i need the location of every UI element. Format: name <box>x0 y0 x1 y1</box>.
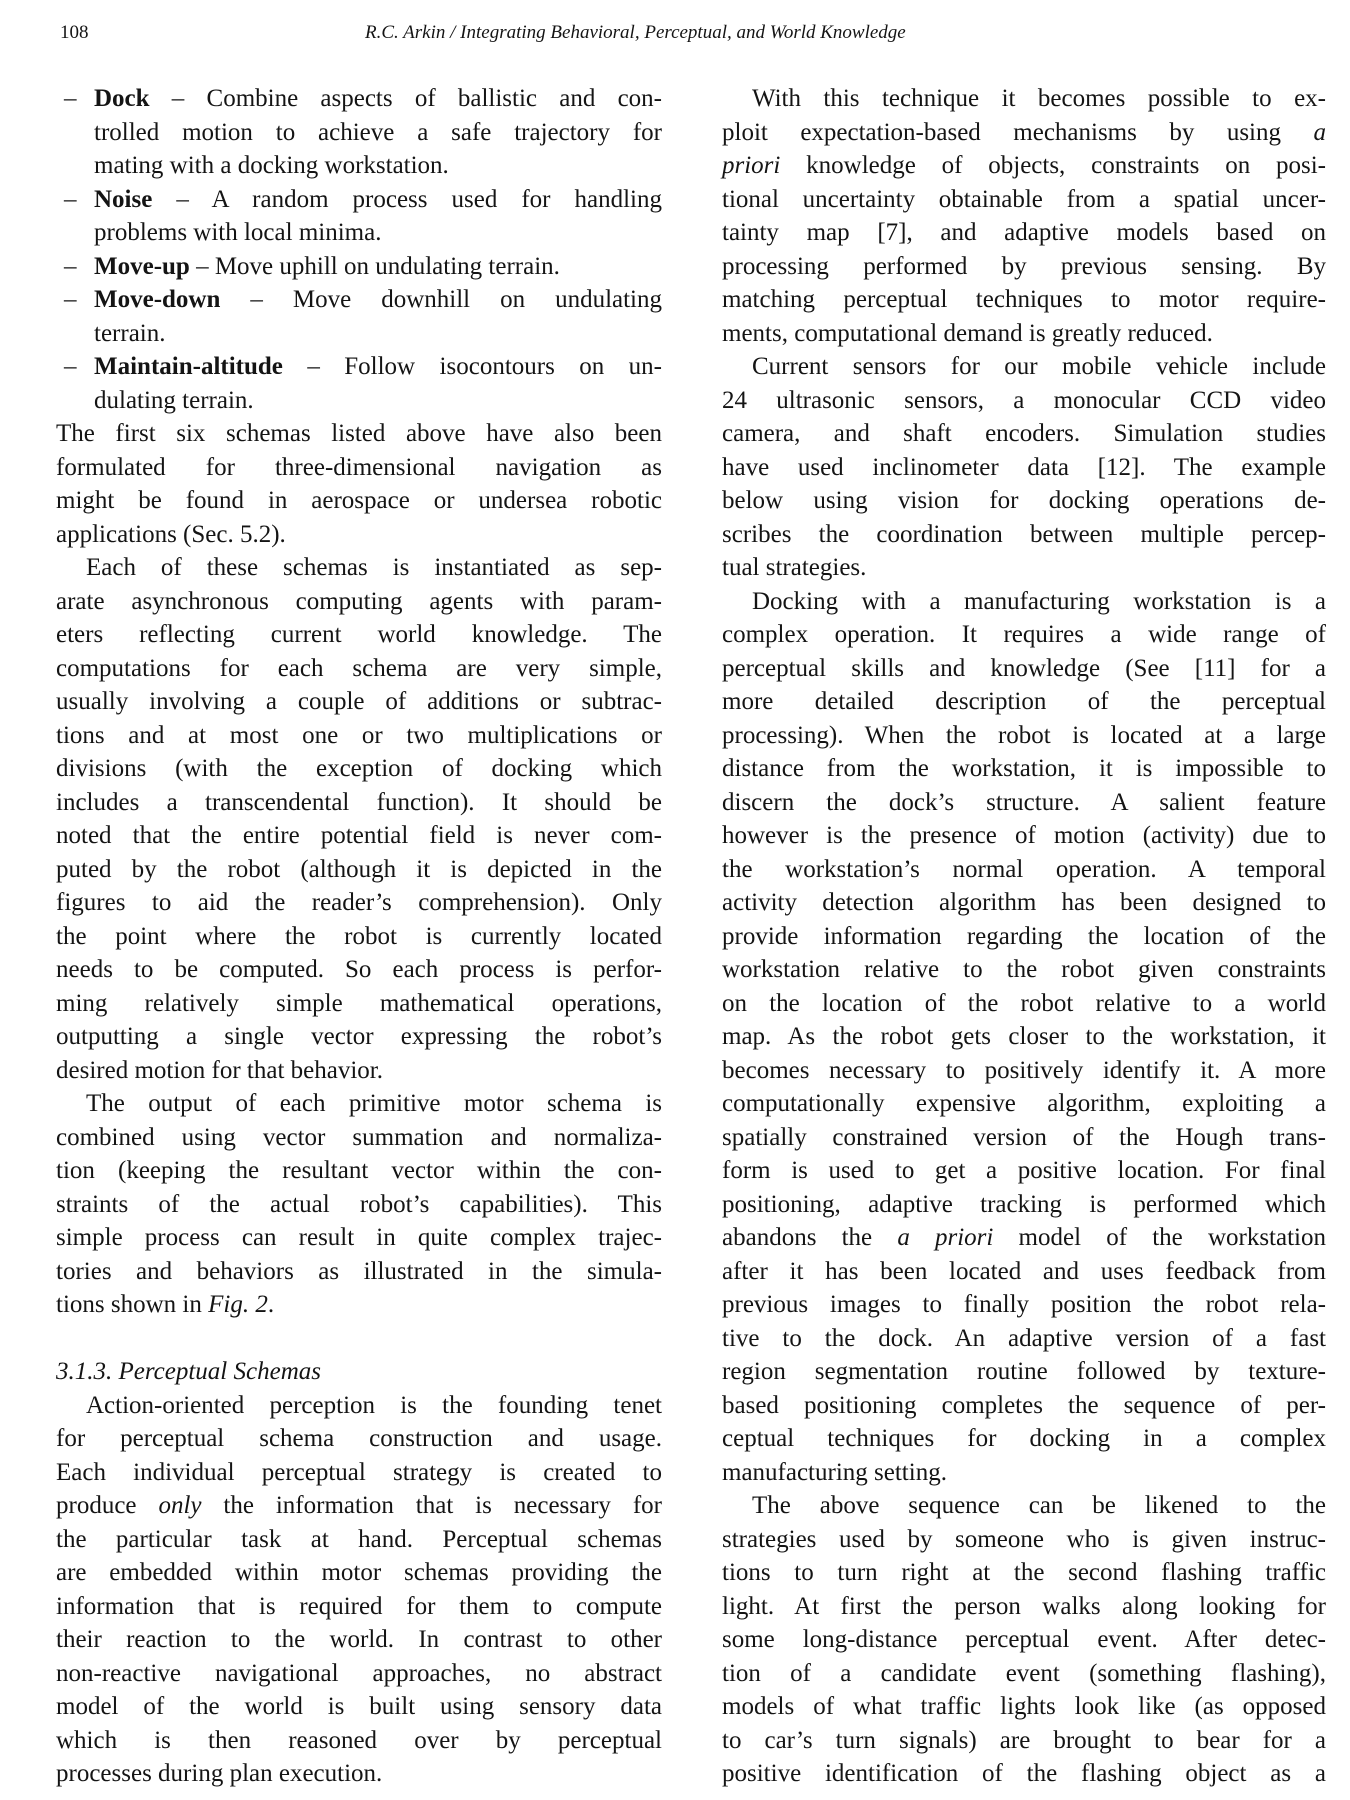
paragraph-line: tions and at most one or two multiplications or <box>56 721 662 749</box>
paragraph-line: tual strategies. <box>722 554 867 581</box>
paragraph-line: the point where the robot is currently located <box>56 922 662 950</box>
paragraph <box>56 1389 662 1490</box>
schema-list <box>56 82 662 417</box>
text-run: the information that is necessary for <box>201 1492 662 1519</box>
paragraph-line: arate asynchronous computing agents with param- <box>56 587 662 615</box>
paragraph-line: ments, computational demand is greatly reduced. <box>722 319 1213 347</box>
paragraph-line: strategies used by someone who is given instruc- <box>722 1525 1326 1553</box>
bullet-dash: – <box>64 85 77 112</box>
paragraph-line: positive identification of the flashing object as a <box>722 1760 1326 1787</box>
list-text: Combine aspects of ballistic and con- <box>206 85 662 112</box>
text-run: tions shown in <box>56 1291 209 1318</box>
paragraph-line: outputting a single vector expressing the robot’s <box>56 1023 662 1050</box>
text-run: . <box>267 1291 275 1318</box>
list-text-line: mating with a docking workstation. <box>94 152 449 179</box>
schema-term: Maintain-altitude <box>94 353 283 380</box>
paragraph-line: eters reflecting current world knowledge. The <box>56 621 662 648</box>
paragraph-line: ming relatively simple mathematical operations, <box>56 989 662 1017</box>
paragraph-line: region segmentation routine followed by texture- <box>722 1358 1326 1385</box>
list-item <box>56 283 662 317</box>
emphasis: a priori <box>897 1224 994 1251</box>
schema-term: Noise <box>94 185 153 213</box>
paragraph-line: based positioning completes the sequence of per- <box>722 1391 1326 1419</box>
paragraph-line: however is the presence of motion (activity) due to <box>722 822 1326 849</box>
paragraph-line: processing). When the robot is located at a large <box>722 721 1326 749</box>
emphasis: priori <box>722 152 781 179</box>
emphasis: only <box>158 1492 202 1519</box>
paragraph-line: non-reactive navigational approaches, no abstract <box>56 1659 662 1687</box>
paragraph-line: some long-distance perceptual event. After detec- <box>722 1626 1326 1653</box>
paragraph-line: includes a transcendental function). It should be <box>56 788 662 816</box>
list-text: Move downhill on undulating <box>292 286 662 313</box>
paragraph-line: noted that the entire potential field is never com- <box>56 822 662 849</box>
paragraph-line: the workstation’s normal operation. A temporal <box>722 855 1326 883</box>
paragraph-line: tions to turn right at the second flashing traffic <box>722 1559 1326 1586</box>
paragraph-line: on the location of the robot relative to a world <box>722 989 1326 1017</box>
paragraph-line: formulated for three-dimensional navigation as <box>56 453 662 481</box>
paragraph-line: Each individual perceptual strategy is created to <box>56 1458 662 1486</box>
term-separator: – <box>282 353 345 380</box>
paragraph-line: The first six schemas listed above have also been <box>56 420 662 447</box>
paragraph-line: light. At first the person walks along looking for <box>722 1592 1326 1620</box>
paragraph-line: Each of these schemas is instantiated as sep- <box>86 554 662 581</box>
emphasis: a <box>1313 118 1326 146</box>
paragraph-line: The output of each primitive motor schema is <box>86 1090 662 1117</box>
list-item <box>56 350 662 384</box>
paragraph-line: desired motion for that behavior. <box>56 1056 384 1084</box>
paragraph-line: Docking with a manufacturing workstation is a <box>752 587 1326 615</box>
schema-term: Move-down <box>94 286 221 313</box>
text-run: abandons the <box>722 1224 898 1251</box>
paragraph-line: below using vision for docking operations de- <box>722 487 1326 514</box>
paragraph-line: spatially constrained version of the Hough trans- <box>722 1123 1326 1151</box>
paragraph-line <box>56 1489 662 1523</box>
paragraph-line: complex operation. It requires a wide range of <box>722 621 1326 648</box>
page-number: 108 <box>60 22 89 43</box>
paragraph-line: Action-oriented perception is the founding tenet <box>86 1391 662 1419</box>
paragraph-line <box>56 1288 662 1322</box>
paragraph-line: simple process can result in quite complex trajec- <box>56 1224 662 1251</box>
section-heading: 3.1.3. Perceptual Schemas <box>56 1358 321 1385</box>
paragraph-line: becomes necessary to positively identify it. A more <box>722 1056 1326 1084</box>
paragraph-line: processing performed by previous sensing. By <box>722 252 1326 280</box>
list-text: Follow isocontours on un- <box>344 353 662 380</box>
bullet-dash: – <box>64 286 77 313</box>
text-run: produce <box>56 1492 159 1519</box>
right-column <box>722 82 1326 1791</box>
spacer <box>56 1322 662 1356</box>
paragraph <box>56 551 662 1087</box>
paragraph-line: computations for each schema are very simple, <box>56 654 662 682</box>
bullet-dash: – <box>64 252 77 280</box>
list-item <box>56 82 662 116</box>
paragraph <box>56 1523 662 1791</box>
paragraph-line: combined using vector summation and normaliza- <box>56 1123 662 1151</box>
paragraph-line: have used inclinometer data [12]. The example <box>722 453 1326 481</box>
paragraph-line: map. As the robot gets closer to the workstation, it <box>722 1023 1326 1050</box>
paragraph-line: scribes the coordination between multiple percep- <box>722 520 1326 548</box>
text-run: knowledge of objects, constraints on posi- <box>780 152 1326 179</box>
paragraph <box>722 585 1326 1222</box>
paragraph-line <box>722 1221 1326 1255</box>
paragraph-line: after it has been located and uses feedback from <box>722 1257 1326 1285</box>
list-text: Move uphill on undulating terrain. <box>214 252 560 280</box>
paragraph <box>722 350 1326 585</box>
paragraph-line: manufacturing setting. <box>722 1458 947 1486</box>
paragraph-line: tion (keeping the resultant vector within the con- <box>56 1157 662 1184</box>
paragraph-line: divisions (with the exception of docking which <box>56 755 662 782</box>
paragraph-line <box>722 116 1326 150</box>
paragraph-line: provide information regarding the location of the <box>722 922 1326 950</box>
list-text-line: problems with local minima. <box>94 219 382 246</box>
paragraph-line: The above sequence can be likened to the <box>752 1492 1326 1519</box>
paragraph-line: information that is required for them to compute <box>56 1592 662 1620</box>
list-item <box>56 250 662 284</box>
paragraph-line: form is used to get a positive location. For final <box>722 1157 1326 1184</box>
paragraph-line: tainty map [7], and adaptive models based on <box>722 219 1326 246</box>
bullet-dash: – <box>64 353 77 380</box>
list-text-line: dulating terrain. <box>94 386 254 414</box>
running-title: R.C. Arkin / Integrating Behavioral, Perceptual, and World Knowledge <box>365 22 906 43</box>
list-text: A random process used for handling <box>211 185 662 213</box>
schema-term: Move-up <box>94 252 190 280</box>
paragraph-line: tional uncertainty obtainable from a spatial uncer- <box>722 185 1326 213</box>
paragraph-line: for perceptual schema construction and usage. <box>56 1425 662 1452</box>
text-run: ploit expectation-based mechanisms by using <box>722 118 1314 146</box>
left-column <box>56 82 662 1791</box>
paragraph <box>56 417 662 551</box>
paragraph-line: tive to the dock. An adaptive version of a fast <box>722 1324 1326 1352</box>
bullet-dash: – <box>64 185 77 213</box>
paragraph-line: previous images to finally position the robot rela- <box>722 1291 1326 1318</box>
paragraph-line <box>722 149 1326 183</box>
paragraph <box>722 183 1326 351</box>
paragraph-line: applications (Sec. 5.2). <box>56 520 286 548</box>
term-separator: – <box>220 286 293 313</box>
paragraph-line: might be found in aerospace or undersea robotic <box>56 487 662 514</box>
paragraph-line: workstation relative to the robot given constraints <box>722 956 1326 983</box>
paragraph-line: straints of the actual robot’s capabilities). This <box>56 1190 662 1218</box>
paragraph-line: to car’s turn signals) are brought to bear for a <box>722 1726 1326 1754</box>
list-text-line: terrain. <box>94 319 166 347</box>
page-header <box>0 17 1350 47</box>
paragraph-line: their reaction to the world. In contrast to other <box>56 1626 662 1653</box>
paragraph-line: models of what traffic lights look like (as opposed <box>722 1693 1326 1720</box>
paragraph-line: the particular task at hand. Perceptual schemas <box>56 1525 662 1553</box>
schema-term: Dock <box>94 85 150 112</box>
paragraph-line: perceptual skills and knowledge (See [11] for a <box>722 654 1326 682</box>
paragraph <box>722 1489 1326 1791</box>
paragraph-line: which is then reasoned over by perceptual <box>56 1726 662 1754</box>
paragraph-line: usually involving a couple of additions or subtrac- <box>56 688 662 715</box>
figure-reference: Fig. 2 <box>208 1291 268 1318</box>
paragraph-line: discern the dock’s structure. A salient feature <box>722 788 1326 816</box>
list-text-line: trolled motion to achieve a safe trajectory for <box>94 118 662 146</box>
paragraph-line: positioning, adaptive tracking is performed which <box>722 1190 1326 1218</box>
paragraph-line: With this technique it becomes possible to ex- <box>752 85 1326 112</box>
paragraph-line: activity detection algorithm has been designed to <box>722 889 1326 916</box>
paragraph-line: tion of a candidate event (something flashing), <box>722 1659 1326 1687</box>
paragraph-line: needs to be computed. So each process is perfor- <box>56 956 662 983</box>
paragraph-line: processes during plan execution. <box>56 1760 383 1787</box>
paragraph-line: more detailed description of the perceptual <box>722 688 1326 715</box>
paragraph-line: are embedded within motor schemas providing the <box>56 1559 662 1586</box>
term-separator: – <box>189 252 215 280</box>
term-separator: – <box>152 185 212 213</box>
paragraph <box>722 1255 1326 1490</box>
paragraph-line: computationally expensive algorithm, exploiting a <box>722 1090 1326 1117</box>
paragraph-line: figures to aid the reader’s comprehension). Only <box>56 889 662 916</box>
term-separator: – <box>149 85 207 112</box>
paragraph-line: Current sensors for our mobile vehicle include <box>752 353 1326 380</box>
text-run: model of the workstation <box>993 1224 1326 1251</box>
paragraph-line: puted by the robot (although it is depicted in the <box>56 855 662 883</box>
paragraph-line: model of the world is built using sensory data <box>56 1693 662 1720</box>
paragraph-line: tories and behaviors as illustrated in the simula- <box>56 1257 662 1285</box>
paragraph-line: 24 ultrasonic sensors, a monocular CCD video <box>722 386 1326 414</box>
paragraph-line: ceptual techniques for docking in a complex <box>722 1425 1326 1452</box>
paragraph-line: matching perceptual techniques to motor require- <box>722 286 1326 313</box>
paragraph <box>56 1087 662 1288</box>
list-item <box>56 183 662 217</box>
paragraph-line: distance from the workstation, it is impossible to <box>722 755 1326 782</box>
paragraph-line: camera, and shaft encoders. Simulation studies <box>722 420 1326 447</box>
